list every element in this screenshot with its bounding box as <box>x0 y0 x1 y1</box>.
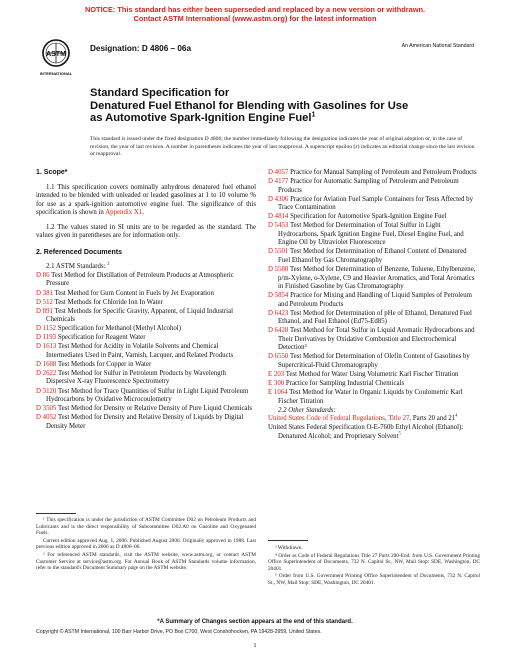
left-column <box>36 169 256 432</box>
footnote-divider-left <box>36 513 76 514</box>
reference-code-link[interactable]: D 4177 <box>268 178 289 186</box>
reference-item <box>268 371 480 380</box>
title-line-3-text: as Automotive Spark-Ignition Engine Fuel <box>90 112 312 125</box>
reference-code-link[interactable]: D 1688 <box>36 360 57 368</box>
reference-item <box>36 370 256 387</box>
issued-note: This standard is issued under the fixed designation D 4806; the number immediately following the designation indicates the year of original adoption or, in the case of revision, the year of last revision. A number in parentheses indicates the year of last reapproval. A superscript epsilon (ε) indicates an editorial change since the last revision or reapproval. <box>90 136 475 158</box>
footnote: ¹ This specification is under the jurisdiction of ASTM Committee D02 on Petroleum Products and Lubricants and is the direct responsibility of Subcommittee D02.A0 on Gasoline and Oxygenated Fuels. <box>36 517 256 537</box>
reference-code-link[interactable]: D 4814 <box>268 213 289 221</box>
reference-code-link[interactable]: D 1193 <box>36 334 57 342</box>
reference-code-link[interactable]: D 381 <box>36 289 53 297</box>
reference-item <box>36 290 256 299</box>
left-reference-list <box>36 272 256 431</box>
reference-title: Test Methods for Copper in Water <box>57 360 152 368</box>
astm-standards-text: 2.1 ASTM Standards: <box>46 263 106 271</box>
reference-item <box>36 414 256 431</box>
scope-p1-post: . <box>142 209 144 217</box>
cfr-reference <box>268 415 480 424</box>
footnote: ³ Withdrawn. <box>275 545 303 551</box>
reference-item <box>268 178 480 195</box>
reference-code-link[interactable]: E 203 <box>268 371 285 379</box>
astm-standards-label <box>36 263 256 272</box>
reference-title: Specification for Methanol (Methyl Alcohol) <box>57 325 181 333</box>
reference-code-link[interactable]: D 4057 <box>268 169 289 176</box>
reference-title: Test Method for Water Using Volumetric Karl Fischer Titration <box>285 371 459 379</box>
reference-item <box>268 222 480 248</box>
reference-item <box>36 405 256 414</box>
reference-item <box>268 196 480 213</box>
reference-title: Test Method for Gum Content in Fuels by Jet Evaporation <box>54 289 214 297</box>
reference-code-link[interactable]: E 1064 <box>268 389 288 397</box>
reference-title: Test Method for Distillation of Petroleum Products at Atmospheric Pressure <box>46 271 234 288</box>
reference-item <box>36 343 256 360</box>
footnotes-left <box>36 517 256 573</box>
withdrawal-notice <box>0 5 510 23</box>
footnote: ⁴ Order as Code of Federal Regulations Title 27 Parts 200-End: from U.S. Government Printing Office Superintendent of Documents, 732 N. Capitol St., NW, Mail Stop: SDE, Washington, DC 20401. <box>268 552 480 572</box>
reference-title: Test Method for Determination of Olefin Content of Gasolines by Supercritical-Fluid Chromatography <box>278 353 470 370</box>
reference-code-link[interactable]: D 3505 <box>36 405 57 413</box>
scope-p1-pre: 1.1 This specification covers nominally anhydrous denatured fuel ethanol intended to be blended with unleaded or leaded gasolines at 1 to 10 volume % for use as a spark-ignition automotive engine fuel. The significance of this specification is shown in <box>36 183 256 217</box>
astm-standards-mark: 2 <box>107 261 110 267</box>
reference-title: Test Methods for Specific Gravity, Apparent, of Liquid Industrial Chemicals <box>46 307 234 324</box>
reference-title: Test Methods for Chloride Ion In Water <box>54 298 163 306</box>
reference-item <box>268 310 480 327</box>
reference-code-link[interactable]: E 300 <box>268 380 285 388</box>
reference-code-link[interactable]: D 512 <box>36 298 53 306</box>
reference-title: Practice for Automatic Sampling of Petroleum and Petroleum Products <box>278 178 459 194</box>
cfr-mark: 4 <box>455 413 458 419</box>
right-reference-list <box>268 169 480 406</box>
reference-code-link[interactable]: D 6423 <box>268 309 289 317</box>
footnote: ⁵ Order from U.S. Government Printing Office Superintendent of Documents, 732 N. Capitol St., NW, Mail Stop: SDE, Washington, DC 20401. <box>268 573 480 586</box>
title-line-1: Standard Specification for <box>90 87 230 99</box>
reference-title: Practice for Sampling Industrial Chemicals <box>285 380 405 388</box>
footnote: Current edition approved Aug. 1, 2006. Published August 2006. Originally approved in 1988. Last previous edition approved in 2006 as D 4806–06. <box>36 537 256 551</box>
federal-spec-reference <box>268 424 480 441</box>
reference-item <box>268 380 480 389</box>
svg-text:ASTM: ASTM <box>46 51 66 58</box>
footnote-divider-right <box>268 540 308 541</box>
reference-code-link[interactable]: D 4052 <box>36 414 57 422</box>
reference-item <box>36 325 256 334</box>
reference-item <box>268 292 480 309</box>
reference-title: Practice for Mixing and Handling of Liquid Samples of Petroleum and Petroleum Products <box>278 292 472 308</box>
reference-code-link[interactable]: D 5501 <box>268 248 289 256</box>
reference-code-link[interactable]: D 6550 <box>268 353 289 361</box>
reference-title: Test Method for Determination of Ethanol Content of Denatured Fuel Ethanol by Gas Chromatography <box>278 248 467 264</box>
title-line-3 <box>90 112 490 125</box>
referenced-documents-heading: 2. Referenced Documents <box>36 248 122 256</box>
reference-title: Test Method for Density and Relative Density of Liquids by Digital Density Meter <box>46 414 244 430</box>
reference-title: Test Method for Density or Relative Density of Pure Liquid Chemicals <box>57 405 253 413</box>
right-column <box>268 169 480 442</box>
reference-title: Test Method for Trace Quantities of Sulfur in Light Liquid Petroleum Hydrocarbons by Oxidative Microcoulometry <box>46 387 249 404</box>
reference-code-link[interactable]: D 5453 <box>268 222 289 230</box>
footnote: ² For referenced ASTM standards, visit the ASTM website, www.astm.org, or contact ASTM Customer Service at service@astm.org. For Annual Book of ASTM Standards volume information, refer to the standard's Document Summary page on the ASTM website. <box>36 551 256 572</box>
reference-title: Test Method for Total Sulfur in Liquid Aromatic Hydrocarbons and Their Derivatives by Oxidative Combustion and Electrochemical Detection³ <box>278 327 475 352</box>
reference-title: Specification for Reagent Water <box>57 334 146 342</box>
reference-title: Specification for Automotive Spark-Ignition Engine Fuel <box>290 213 447 221</box>
notice-line-1: NOTICE: This standard has either been superseded and replaced by a new version or withdrawn. <box>84 5 426 14</box>
reference-title: Practice for Aviation Fuel Sample Containers for Tests Affected by Trace Contamination <box>278 195 473 212</box>
reference-code-link[interactable]: D 1152 <box>36 325 57 333</box>
designation: Designation: D 4806 – 06a <box>90 44 192 53</box>
reference-item <box>36 308 256 325</box>
reference-code-link[interactable]: D 3120 <box>36 387 57 395</box>
reference-code-link[interactable]: D 4306 <box>268 195 289 203</box>
reference-item <box>268 169 480 178</box>
title-footnote-mark: 1 <box>311 111 316 119</box>
astm-logo-icon <box>40 36 72 78</box>
reference-title: Test Method for Determination of Total Sulfur in Light Hydrocarbons, Spark Ignition Engine Fuel, Diesel Engine Fuel, and Engine Oil by Ultraviolet Fluorescence <box>278 222 464 247</box>
reference-code-link[interactable]: D 5854 <box>268 292 289 300</box>
page-number: 1 <box>253 642 257 649</box>
title-line-2: Denatured Fuel Ethanol for Blending with Gasolines for Use <box>90 99 409 112</box>
reference-code-link[interactable]: D 1613 <box>36 343 57 351</box>
scope-paragraph-2: 1.2 The values stated in SI units are to be regarded as the standard. The values given in parentheses are for information only. <box>36 223 256 240</box>
reference-title: Test Method for Determination of pHe of Ethanol, Denatured Fuel Ethanol, and Fuel Ethanol (Ed75-Ed85) <box>278 309 472 326</box>
reference-title: Practice for Manual Sampling of Petroleum and Petroleum Products <box>290 169 477 176</box>
scope-paragraph-1 <box>36 184 256 218</box>
summary-of-changes-note: *A Summary of Changes section appears at the end of this standard. <box>157 619 353 625</box>
notice-line-2: Contact ASTM International (www.astm.org) for the latest information <box>133 14 377 23</box>
footnotes-right <box>268 545 480 588</box>
reference-item <box>268 248 480 265</box>
reference-item <box>36 272 256 289</box>
scope-heading: 1. Scope* <box>36 169 68 176</box>
reference-item <box>36 334 256 343</box>
reference-item <box>36 299 256 308</box>
logo-text: INTERNATIONAL <box>40 71 72 76</box>
cfr-rest: Parts 20 and 21 <box>411 415 456 423</box>
reference-code-link[interactable]: D 86 <box>36 271 50 279</box>
federal-spec-text: United States Federal Specification O-E-760b Ethyl Alcohol (Ethanol): Denatured Alcohol; and Proprietary Solvent <box>268 424 464 440</box>
reference-title: Test Method for Sulfur in Petroleum Products by Wavelength Dispersive X-ray Fluorescence Spectrometry <box>46 369 226 386</box>
reference-item <box>268 266 480 292</box>
american-national-standard-label: An American National Standard <box>401 43 474 49</box>
reference-item <box>268 213 480 222</box>
reference-item <box>36 361 256 370</box>
document-title <box>90 87 490 125</box>
reference-code-link[interactable]: D 2622 <box>36 369 57 377</box>
reference-item <box>36 388 256 405</box>
cfr-link[interactable]: United States Code of Federal Regulations, Title 27, <box>268 415 412 423</box>
reference-title: Test Method for Water in Organic Liquids by Coulometric Karl Fischer Titration <box>278 389 463 405</box>
reference-item <box>268 389 480 406</box>
reference-item <box>268 327 480 353</box>
federal-spec-mark: 5 <box>398 430 401 436</box>
reference-code-link[interactable]: D 5580 <box>268 266 289 274</box>
other-standards-label: 2.2 Other Standards: <box>278 406 336 414</box>
reference-item <box>268 353 480 370</box>
appendix-link[interactable]: Appendix X1 <box>105 209 143 217</box>
reference-code-link[interactable]: D 891 <box>36 307 53 315</box>
copyright-line: Copyright © ASTM International, 100 Barr Harbor Drive, PO Box C700, West Conshohocken, PA 19428-2959, United States. <box>36 629 322 635</box>
reference-title: Test Method for Acidity in Volatile Solvents and Chemical Intermediates Used in Paint, Varnish, Lacquer, and Related Products <box>46 343 234 359</box>
reference-code-link[interactable]: D 6428 <box>268 327 289 335</box>
reference-title: Test Method for Determination of Benzene, Toluene, Ethylbenzene, p/m-Xylene, o-Xylene, C9 and Heavier Aromatics, and Total Aromatics in Finished Gasoline by Gas Chromatography <box>278 266 476 291</box>
